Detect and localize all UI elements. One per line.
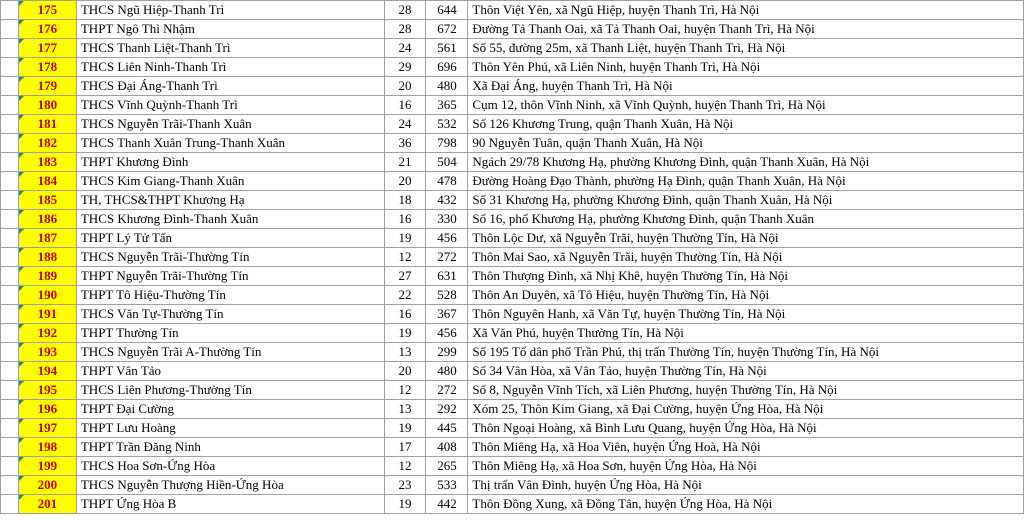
- row-number-cell[interactable]: 197: [18, 419, 76, 438]
- row-margin-cell[interactable]: [1, 400, 19, 419]
- class-count-cell[interactable]: 16: [384, 305, 426, 324]
- class-count-cell[interactable]: 19: [384, 229, 426, 248]
- row-number-cell[interactable]: 185: [18, 191, 76, 210]
- table-row: [1, 172, 1024, 191]
- class-count-cell[interactable]: 16: [384, 210, 426, 229]
- class-count-cell[interactable]: 28: [384, 20, 426, 39]
- address-cell[interactable]: Số 8, Nguyễn Vĩnh Tích, xã Liên Phương, huyện Thường Tín, Hà Nội: [468, 381, 1024, 400]
- row-number-cell[interactable]: 179: [18, 77, 76, 96]
- class-count-cell[interactable]: 20: [384, 172, 426, 191]
- row-number-cell[interactable]: 188: [18, 248, 76, 267]
- class-count-cell[interactable]: 20: [384, 77, 426, 96]
- school-name-cell[interactable]: THCS Khương Đình-Thanh Xuân: [76, 210, 384, 229]
- school-name-cell[interactable]: THPT Đại Cường: [76, 400, 384, 419]
- school-name-cell[interactable]: THCS Nguyễn Trãi-Thường Tín: [76, 248, 384, 267]
- class-count-cell[interactable]: 18: [384, 191, 426, 210]
- address-cell[interactable]: Số 126 Khương Trung, quận Thanh Xuân, Hà Nội: [468, 115, 1024, 134]
- table-row: [1, 58, 1024, 77]
- table-row: [1, 343, 1024, 362]
- row-margin-cell[interactable]: [1, 476, 19, 495]
- student-count-cell[interactable]: 272: [426, 248, 468, 267]
- address-cell[interactable]: Thôn Lộc Dư, xã Nguyễn Trãi, huyện Thường Tín, Hà Nội: [468, 229, 1024, 248]
- class-count-cell[interactable]: 27: [384, 267, 426, 286]
- class-count-cell[interactable]: 29: [384, 58, 426, 77]
- table-row: [1, 191, 1024, 210]
- student-count-cell[interactable]: 631: [426, 267, 468, 286]
- table-row: [1, 39, 1024, 58]
- class-count-cell[interactable]: 20: [384, 362, 426, 381]
- table-row: [1, 400, 1024, 419]
- student-count-cell[interactable]: 478: [426, 172, 468, 191]
- row-number-cell[interactable]: 180: [18, 96, 76, 115]
- row-number-cell[interactable]: 198: [18, 438, 76, 457]
- address-cell[interactable]: Số 16, phố Khương Hạ, phường Khương Đình, quận Thanh Xuân: [468, 210, 1024, 229]
- table-row: [1, 362, 1024, 381]
- address-cell[interactable]: Xóm 25, Thôn Kim Giang, xã Đại Cường, huyện Ứng Hòa, Hà Nội: [468, 400, 1024, 419]
- row-number-cell[interactable]: 195: [18, 381, 76, 400]
- student-count-cell[interactable]: 644: [426, 1, 468, 20]
- table-row: [1, 20, 1024, 39]
- row-number-cell[interactable]: 176: [18, 20, 76, 39]
- address-cell[interactable]: Số 31 Khương Hạ, phường Khương Đình, quận Thanh Xuân, Hà Nội: [468, 191, 1024, 210]
- row-number-cell[interactable]: 191: [18, 305, 76, 324]
- row-number-cell[interactable]: 184: [18, 172, 76, 191]
- table-row: [1, 134, 1024, 153]
- class-count-cell[interactable]: 19: [384, 495, 426, 514]
- school-name-cell[interactable]: THPT Vân Tảo: [76, 362, 384, 381]
- row-margin-cell[interactable]: [1, 20, 19, 39]
- class-count-cell[interactable]: 13: [384, 400, 426, 419]
- class-count-cell[interactable]: 12: [384, 248, 426, 267]
- row-margin-cell[interactable]: [1, 96, 19, 115]
- class-count-cell[interactable]: 12: [384, 381, 426, 400]
- row-number-cell[interactable]: 200: [18, 476, 76, 495]
- table-row: [1, 248, 1024, 267]
- table-row: [1, 381, 1024, 400]
- class-count-cell[interactable]: 17: [384, 438, 426, 457]
- address-cell[interactable]: Thôn Miêng Hạ, xã Hoa Sơn, huyện Ứng Hòa, Hà Nội: [468, 457, 1024, 476]
- row-margin-cell[interactable]: [1, 343, 19, 362]
- class-count-cell[interactable]: 23: [384, 476, 426, 495]
- student-count-cell[interactable]: 292: [426, 400, 468, 419]
- school-name-cell[interactable]: THCS Vĩnh Quỳnh-Thanh Trì: [76, 96, 384, 115]
- class-count-cell[interactable]: 13: [384, 343, 426, 362]
- school-name-cell[interactable]: THPT Ngô Thì Nhậm: [76, 20, 384, 39]
- address-cell[interactable]: Số 34 Vân Hòa, xã Vân Tảo, huyện Thường Tín, Hà Nội: [468, 362, 1024, 381]
- row-margin-cell[interactable]: [1, 267, 19, 286]
- row-number-cell[interactable]: 182: [18, 134, 76, 153]
- row-margin-cell[interactable]: [1, 210, 19, 229]
- row-margin-cell[interactable]: [1, 457, 19, 476]
- student-count-cell[interactable]: 445: [426, 419, 468, 438]
- address-cell[interactable]: Đường Tả Thanh Oai, xã Tả Thanh Oai, huyện Thanh Trì, Hà Nội: [468, 20, 1024, 39]
- row-number-cell[interactable]: 201: [18, 495, 76, 514]
- class-count-cell[interactable]: 21: [384, 153, 426, 172]
- student-count-cell[interactable]: 532: [426, 115, 468, 134]
- row-margin-cell[interactable]: [1, 191, 19, 210]
- table-row: [1, 153, 1024, 172]
- table-row: [1, 96, 1024, 115]
- row-margin-cell[interactable]: [1, 381, 19, 400]
- class-count-cell[interactable]: 19: [384, 324, 426, 343]
- school-name-cell[interactable]: THPT Trần Đăng Ninh: [76, 438, 384, 457]
- table-body: [1, 1, 1024, 514]
- table-row: [1, 115, 1024, 134]
- row-number-cell[interactable]: 193: [18, 343, 76, 362]
- row-margin-cell[interactable]: [1, 362, 19, 381]
- student-count-cell[interactable]: 456: [426, 324, 468, 343]
- row-number-cell[interactable]: 175: [18, 1, 76, 20]
- row-margin-cell[interactable]: [1, 134, 19, 153]
- address-cell[interactable]: Thôn An Duyên, xã Tô Hiệu, huyện Thường Tín, Hà Nội: [468, 286, 1024, 305]
- address-cell[interactable]: Thôn Thượng Đình, xã Nhị Khê, huyện Thường Tín, Hà Nội: [468, 267, 1024, 286]
- row-margin-cell[interactable]: [1, 495, 19, 514]
- row-number-cell[interactable]: 192: [18, 324, 76, 343]
- school-name-cell[interactable]: THPT Lý Tử Tấn: [76, 229, 384, 248]
- school-name-cell[interactable]: THPT Nguyễn Trãi-Thường Tín: [76, 267, 384, 286]
- student-count-cell[interactable]: 408: [426, 438, 468, 457]
- school-name-cell[interactable]: THCS Nguyễn Thượng Hiền-Ứng Hòa: [76, 476, 384, 495]
- row-margin-cell[interactable]: [1, 305, 19, 324]
- row-number-cell[interactable]: 178: [18, 58, 76, 77]
- row-number-cell[interactable]: 183: [18, 153, 76, 172]
- student-count-cell[interactable]: 432: [426, 191, 468, 210]
- class-count-cell[interactable]: 19: [384, 419, 426, 438]
- row-number-cell[interactable]: 196: [18, 400, 76, 419]
- row-number-cell[interactable]: 181: [18, 115, 76, 134]
- table-row: [1, 267, 1024, 286]
- table-row: [1, 77, 1024, 96]
- address-cell[interactable]: Thôn Việt Yên, xã Ngũ Hiệp, huyện Thanh Trì, Hà Nội: [468, 1, 1024, 20]
- school-name-cell[interactable]: THPT Khương Đình: [76, 153, 384, 172]
- student-count-cell[interactable]: 365: [426, 96, 468, 115]
- address-cell[interactable]: Thôn Miêng Hạ, xã Hoa Viên, huyện Ứng Hoà, Hà Nội: [468, 438, 1024, 457]
- table-row: [1, 476, 1024, 495]
- table-row: [1, 324, 1024, 343]
- address-cell[interactable]: Số 195 Tổ dân phố Trần Phú, thị trấn Thường Tín, huyện Thường Tín, Hà Nội: [468, 343, 1024, 362]
- table-row: [1, 210, 1024, 229]
- address-cell[interactable]: Thôn Yên Phú, xã Liên Ninh, huyện Thanh Trì, Hà Nội: [468, 58, 1024, 77]
- student-count-cell[interactable]: 533: [426, 476, 468, 495]
- row-number-cell[interactable]: 189: [18, 267, 76, 286]
- row-margin-cell[interactable]: [1, 172, 19, 191]
- student-count-cell[interactable]: 299: [426, 343, 468, 362]
- row-margin-cell[interactable]: [1, 1, 19, 20]
- school-name-cell[interactable]: TH, THCS&THPT Khương Hạ: [76, 191, 384, 210]
- student-count-cell[interactable]: 330: [426, 210, 468, 229]
- student-count-cell[interactable]: 504: [426, 153, 468, 172]
- row-margin-cell[interactable]: [1, 419, 19, 438]
- school-name-cell[interactable]: THPT Ứng Hòa B: [76, 495, 384, 514]
- school-name-cell[interactable]: THCS Hoa Sơn-Ứng Hòa: [76, 457, 384, 476]
- row-number-cell[interactable]: 199: [18, 457, 76, 476]
- address-cell[interactable]: Thị trấn Vân Đình, huyện Ứng Hòa, Hà Nội: [468, 476, 1024, 495]
- class-count-cell[interactable]: 24: [384, 39, 426, 58]
- school-name-cell[interactable]: THCS Thanh Liệt-Thanh Trì: [76, 39, 384, 58]
- row-number-cell[interactable]: 177: [18, 39, 76, 58]
- row-number-cell[interactable]: 190: [18, 286, 76, 305]
- row-margin-cell[interactable]: [1, 324, 19, 343]
- student-count-cell[interactable]: 798: [426, 134, 468, 153]
- row-margin-cell[interactable]: [1, 438, 19, 457]
- row-margin-cell[interactable]: [1, 39, 19, 58]
- table-row: [1, 495, 1024, 514]
- class-count-cell[interactable]: 36: [384, 134, 426, 153]
- row-number-cell[interactable]: 194: [18, 362, 76, 381]
- class-count-cell[interactable]: 16: [384, 96, 426, 115]
- row-number-cell[interactable]: 187: [18, 229, 76, 248]
- address-cell[interactable]: Thôn Mai Sao, xã Nguyễn Trãi, huyện Thường Tín, Hà Nội: [468, 248, 1024, 267]
- student-count-cell[interactable]: 528: [426, 286, 468, 305]
- address-cell[interactable]: Số 55, đường 25m, xã Thanh Liệt, huyện Thanh Trì, Hà Nội: [468, 39, 1024, 58]
- school-name-cell[interactable]: THPT Tô Hiệu-Thường Tín: [76, 286, 384, 305]
- school-name-cell[interactable]: THCS Thanh Xuân Trung-Thanh Xuân: [76, 134, 384, 153]
- address-cell[interactable]: Cụm 12, thôn Vĩnh Ninh, xã Vĩnh Quỳnh, huyện Thanh Trì, Hà Nội: [468, 96, 1024, 115]
- row-margin-cell[interactable]: [1, 229, 19, 248]
- table-row: [1, 229, 1024, 248]
- student-count-cell[interactable]: 272: [426, 381, 468, 400]
- student-count-cell[interactable]: 442: [426, 495, 468, 514]
- class-count-cell[interactable]: 28: [384, 1, 426, 20]
- student-count-cell[interactable]: 561: [426, 39, 468, 58]
- row-number-cell[interactable]: 186: [18, 210, 76, 229]
- row-margin-cell[interactable]: [1, 286, 19, 305]
- school-name-cell[interactable]: THCS Liên Phương-Thường Tín: [76, 381, 384, 400]
- row-margin-cell[interactable]: [1, 77, 19, 96]
- student-count-cell[interactable]: 480: [426, 362, 468, 381]
- school-name-cell[interactable]: THCS Nguyễn Trãi A-Thường Tín: [76, 343, 384, 362]
- table-row: [1, 438, 1024, 457]
- row-margin-cell[interactable]: [1, 153, 19, 172]
- student-count-cell[interactable]: 480: [426, 77, 468, 96]
- table-row: [1, 305, 1024, 324]
- address-cell[interactable]: Ngách 29/78 Khương Hạ, phường Khương Đình, quận Thanh Xuân, Hà Nội: [468, 153, 1024, 172]
- address-cell[interactable]: Thôn Đồng Xung, xã Đồng Tân, huyện Ứng Hòa, Hà Nội: [468, 495, 1024, 514]
- address-cell[interactable]: Thôn Nguyên Hanh, xã Văn Tự, huyện Thường Tín, Hà Nội: [468, 305, 1024, 324]
- school-name-cell[interactable]: THPT Lưu Hoàng: [76, 419, 384, 438]
- address-cell[interactable]: 90 Nguyễn Tuân, quận Thanh Xuân, Hà Nội: [468, 134, 1024, 153]
- school-name-cell[interactable]: THCS Ngũ Hiệp-Thanh Trì: [76, 1, 384, 20]
- student-count-cell[interactable]: 456: [426, 229, 468, 248]
- row-margin-cell[interactable]: [1, 58, 19, 77]
- school-name-cell[interactable]: THCS Đại Áng-Thanh Trì: [76, 77, 384, 96]
- school-name-cell[interactable]: THCS Liên Ninh-Thanh Trì: [76, 58, 384, 77]
- address-cell[interactable]: Thôn Ngoại Hoàng, xã Bình Lưu Quang, huyện Ứng Hòa, Hà Nội: [468, 419, 1024, 438]
- school-name-cell[interactable]: THPT Thường Tín: [76, 324, 384, 343]
- school-name-cell[interactable]: THCS Văn Tự-Thường Tín: [76, 305, 384, 324]
- table-row: [1, 1, 1024, 20]
- address-cell[interactable]: Xã Văn Phú, huyện Thường Tín, Hà Nội: [468, 324, 1024, 343]
- table-row: [1, 286, 1024, 305]
- table-row: [1, 457, 1024, 476]
- student-count-cell[interactable]: 672: [426, 20, 468, 39]
- class-count-cell[interactable]: 24: [384, 115, 426, 134]
- row-margin-cell[interactable]: [1, 248, 19, 267]
- student-count-cell[interactable]: 265: [426, 457, 468, 476]
- table-row: [1, 419, 1024, 438]
- school-name-cell[interactable]: THCS Nguyễn Trãi-Thanh Xuân: [76, 115, 384, 134]
- student-count-cell[interactable]: 367: [426, 305, 468, 324]
- class-count-cell[interactable]: 22: [384, 286, 426, 305]
- row-margin-cell[interactable]: [1, 115, 19, 134]
- school-name-cell[interactable]: THCS Kim Giang-Thanh Xuân: [76, 172, 384, 191]
- address-cell[interactable]: Xã Đại Áng, huyện Thanh Trì, Hà Nội: [468, 77, 1024, 96]
- class-count-cell[interactable]: 12: [384, 457, 426, 476]
- address-cell[interactable]: Đường Hoàng Đạo Thành, phường Hạ Đình, quận Thanh Xuân, Hà Nội: [468, 172, 1024, 191]
- student-count-cell[interactable]: 696: [426, 58, 468, 77]
